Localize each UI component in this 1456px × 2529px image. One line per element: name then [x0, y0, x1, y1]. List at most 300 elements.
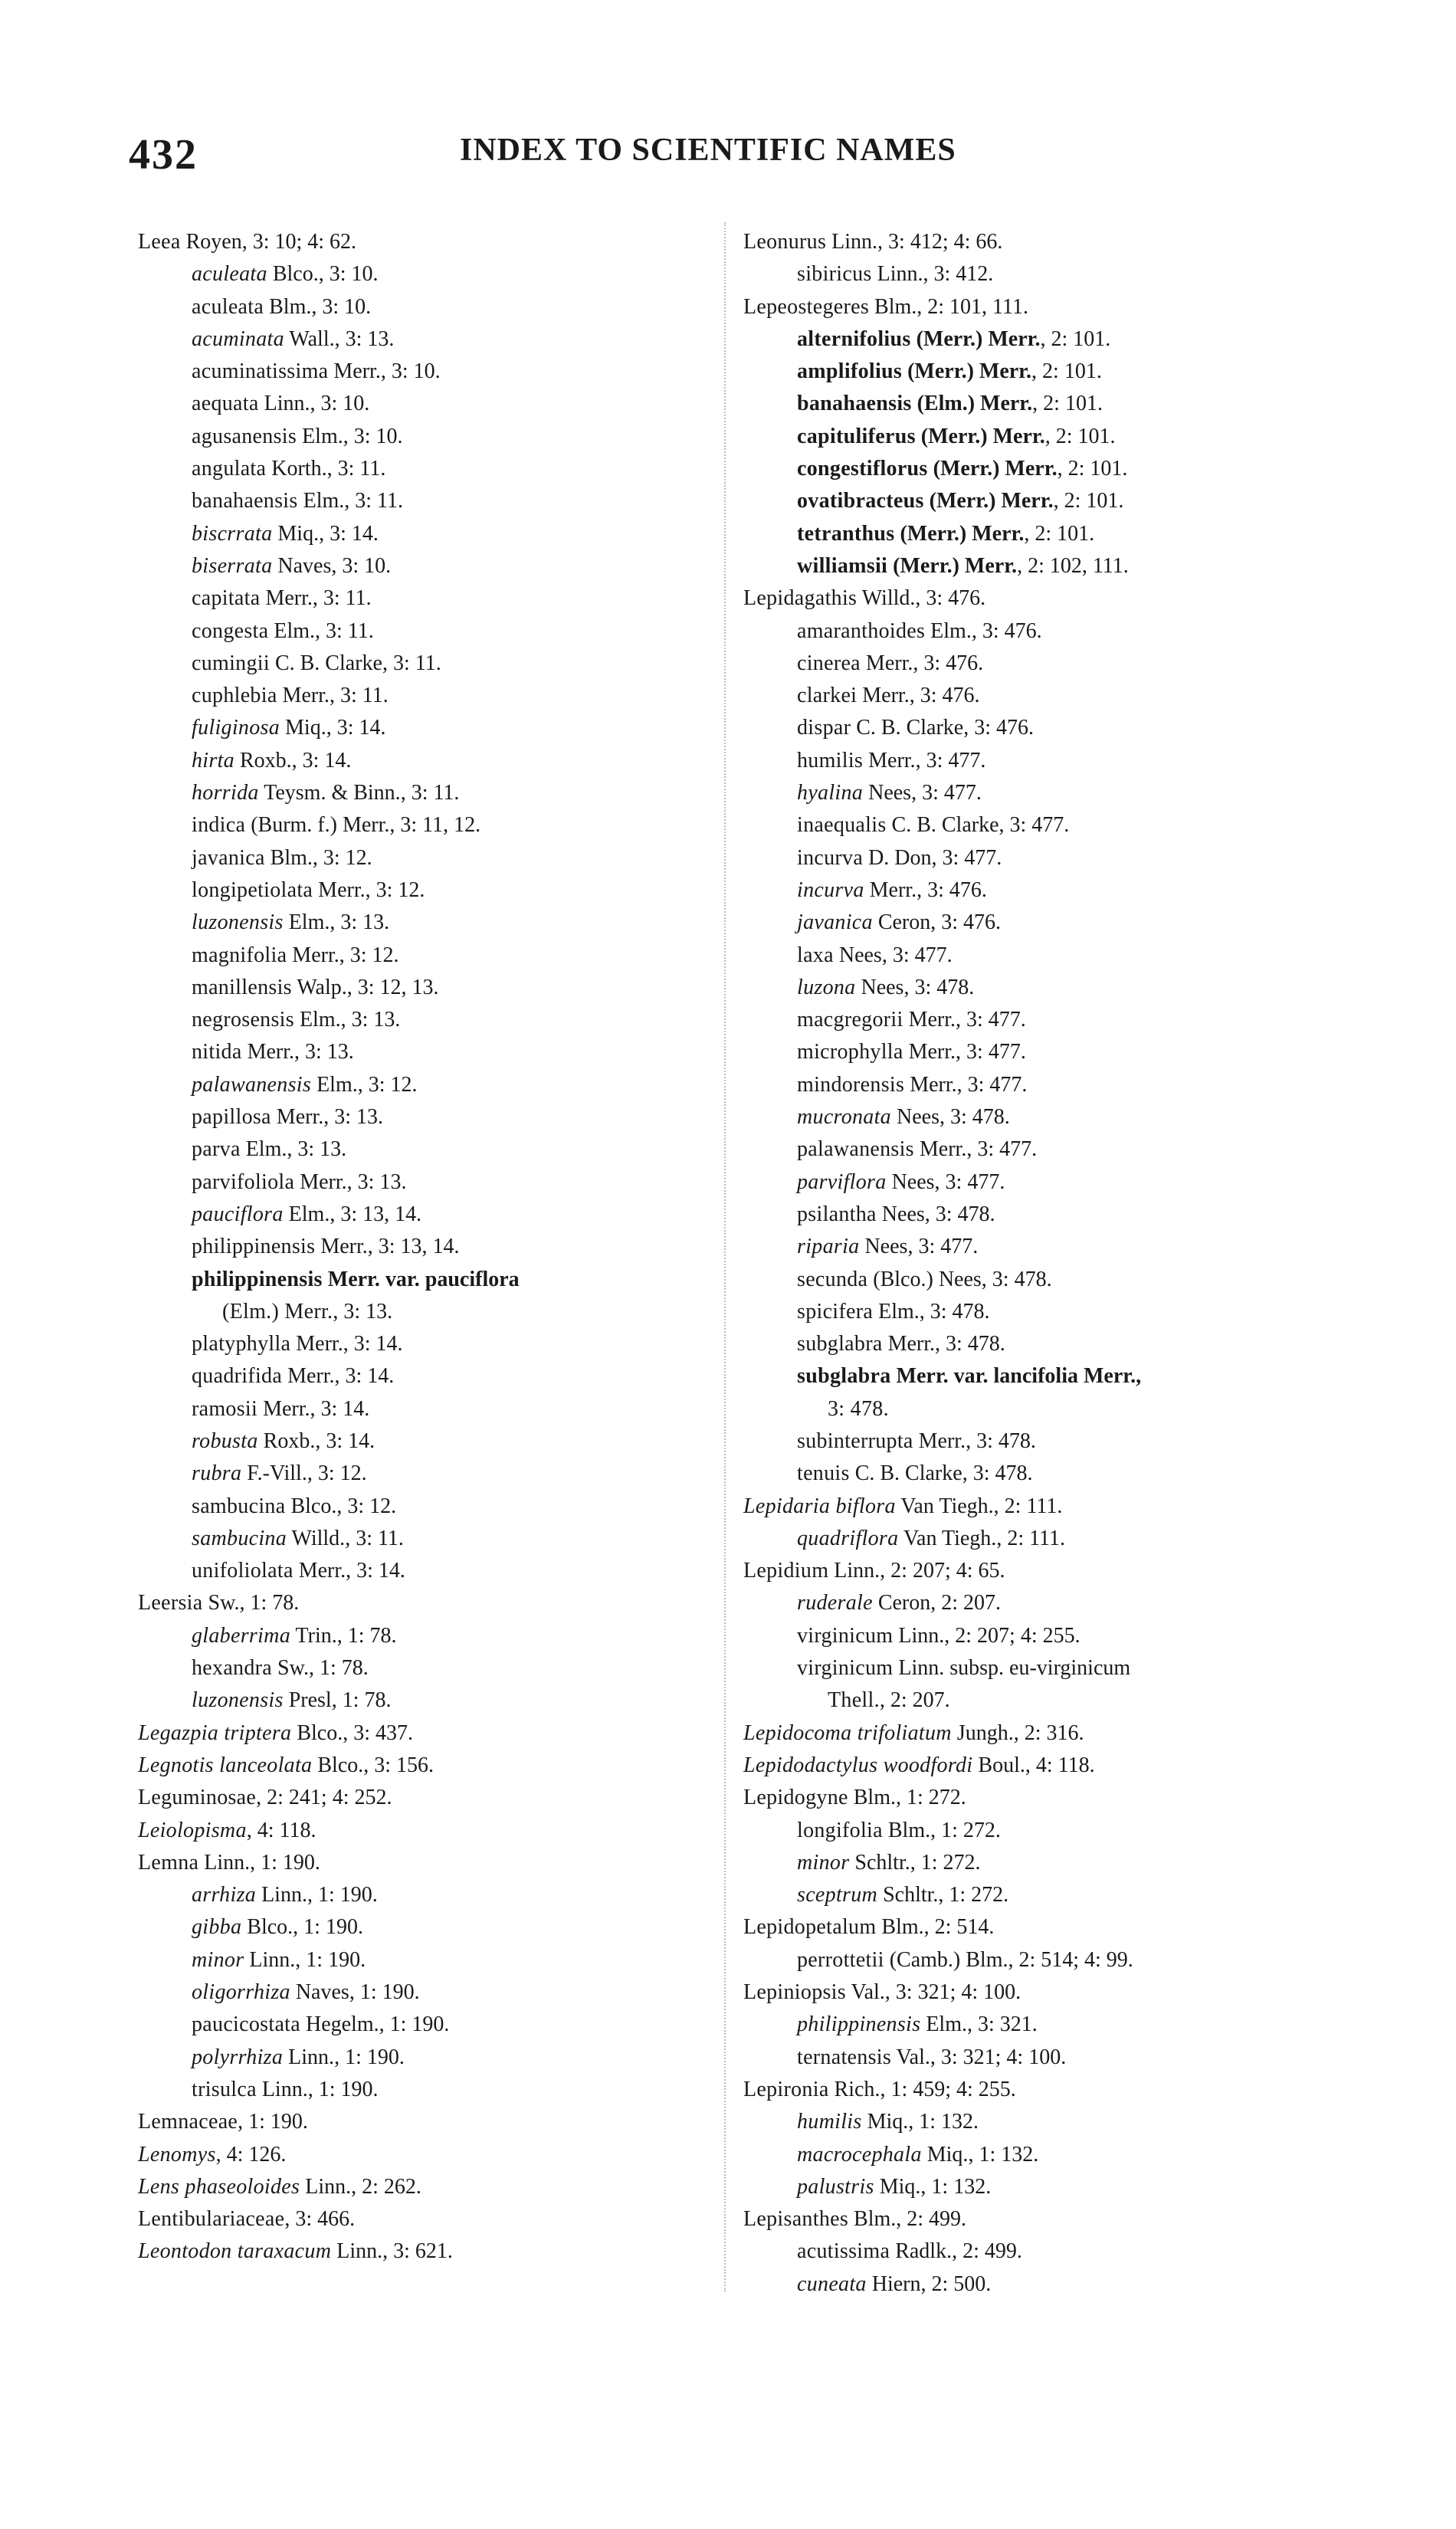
index-entry [138, 226, 736, 258]
index-entry [138, 2074, 736, 2106]
entry-author: Miq. [285, 716, 326, 740]
entry-reference: , 1: 190. [334, 2045, 405, 2069]
entry-author: Merr. [333, 359, 381, 384]
entry-author: Blco. [247, 1915, 293, 1940]
entry-name: tetranthus [797, 521, 895, 546]
entry-name: parviflora [797, 1169, 887, 1194]
entry-reference: , 3: 11. [382, 651, 441, 675]
entry-author: C. B. Clarke [891, 813, 999, 838]
index-entry [743, 2009, 1341, 2041]
index-entry [743, 1911, 1341, 1943]
entry-author: F.-Vill. [247, 1461, 307, 1486]
entry-author: Walp. [297, 975, 347, 999]
entry-author: Linn. [261, 2077, 308, 2101]
index-entry [743, 1717, 1341, 1750]
entry-reference: , 3: 477. [999, 813, 1070, 837]
entry-name: Lenomys [138, 2142, 216, 2167]
index-entry [138, 874, 736, 907]
entry-name: longifolia [797, 1818, 883, 1842]
entry-reference: , 3: 11. [344, 489, 403, 513]
entry-author: Hiern [871, 2272, 921, 2296]
entry-author: Merr. [908, 1040, 956, 1064]
entry-author: Linn. [877, 262, 923, 287]
entry-reference: , 3: 13, 14. [368, 1235, 460, 1258]
entry-reference: , 3: 10. [381, 359, 441, 383]
entry-name: sibiricus [797, 262, 872, 287]
entry-name: cuneata [797, 2272, 867, 2296]
index-entry [138, 1425, 736, 1458]
index-entry [743, 777, 1341, 809]
entry-author: Willd. [291, 1526, 346, 1550]
entry-name: macrocephala [797, 2142, 922, 2167]
entry-author: C. B. Clarke [274, 651, 382, 675]
index-entry [743, 1328, 1341, 1360]
entry-name: ovatibracteus [797, 489, 924, 513]
index-entry [138, 2042, 736, 2074]
entry-author: Merr. [910, 1072, 957, 1097]
entry-reference: , 3: 14. [346, 1559, 405, 1583]
entry-name: magnifolia [192, 943, 287, 967]
entry-reference: , 3: 478. [962, 1461, 1033, 1485]
entry-name: (Elm.) Merr. [222, 1299, 333, 1324]
entry-name: Lepiniopsis [743, 1980, 846, 2005]
index-entry [743, 1847, 1341, 1879]
entry-author: Blco. [297, 1720, 343, 1745]
entry-author: Merr. [868, 748, 916, 772]
index-entry [743, 485, 1341, 517]
entry-reference: , 3: 13. [294, 1040, 354, 1064]
index-entry [138, 1199, 736, 1231]
entry-reference: , 3: 321; 4: 100. [885, 1980, 1021, 2004]
entry-author: Elm. [299, 1008, 341, 1032]
entry-reference: , 3: 14. [335, 1364, 395, 1388]
index-entry [743, 1036, 1341, 1068]
entry-author: Elm. [930, 618, 972, 643]
entry-name: secunda [797, 1267, 868, 1291]
entry-reference: , 3: 11. [313, 586, 372, 610]
entry-reference: , 2: 101. [1058, 457, 1128, 481]
entry-name: Lepisanthes [743, 2207, 849, 2232]
entry-author: Ceron [877, 1591, 931, 1615]
index-entry [743, 582, 1341, 615]
index-entry [743, 1555, 1341, 1587]
entry-reference: , 3: 10; 4: 62. [242, 230, 356, 254]
entry-name: aculeata [192, 294, 264, 319]
index-entry [743, 453, 1341, 485]
entry-reference: , 3: 14. [310, 1397, 370, 1421]
entry-author: (Merr.) Merr. [907, 359, 1032, 384]
entry-reference: , 3: 12. [339, 943, 399, 967]
entry-author: Elm. [288, 910, 330, 935]
entry-name: javanica [192, 845, 265, 870]
entry-author: Merr. [282, 684, 330, 708]
index-entry [743, 1879, 1341, 1911]
entry-author: Merr. [887, 1332, 935, 1356]
entry-author: Roxb. [263, 1429, 316, 1453]
index-entry [138, 2139, 736, 2171]
entry-reference: , 3: 13. [330, 910, 389, 934]
index-entry [743, 745, 1341, 777]
entry-name: pauciflora [192, 1202, 284, 1226]
entry-name: capitata [192, 586, 261, 611]
entry-author: Korth. [271, 457, 327, 481]
entry-reference: , 3: 476. [963, 716, 1034, 740]
entry-name: paucicostata [192, 2012, 300, 2037]
entry-name: Leonurus [743, 230, 827, 254]
entry-reference: , 2: 262. [351, 2175, 421, 2199]
index-entry [138, 1717, 736, 1750]
index-entry [743, 356, 1341, 388]
index-entry [743, 1815, 1341, 1847]
entry-author: Merr. [265, 586, 313, 611]
entry-author: Blco. [272, 262, 319, 287]
entry-name: subglabra [797, 1364, 891, 1389]
entry-name: williamsii [797, 553, 888, 578]
entry-author: Ceron [877, 910, 931, 935]
entry-name: Thell. [828, 1688, 880, 1713]
entry-name: amplifolius [797, 359, 903, 384]
entry-reference: , 3: 11, 12. [389, 813, 480, 837]
entry-reference: , 3: 477. [882, 943, 953, 967]
index-entry [138, 2106, 736, 2138]
entry-name: cumingii [192, 651, 270, 675]
entry-reference: , 1: 190. [293, 1915, 363, 1939]
entry-name: incurva [797, 877, 864, 902]
entry-name: philippinensis [192, 1235, 316, 1259]
entry-name: biserrata [192, 553, 273, 578]
entry-author: Linn. [261, 1883, 307, 1907]
entry-author: Nees [861, 975, 904, 999]
index-entry [138, 323, 736, 356]
entry-name: hirta [192, 748, 234, 772]
entry-reference: , 3: 477. [911, 781, 982, 805]
index-entry [743, 1004, 1341, 1036]
entry-reference: , 3: 14. [326, 716, 386, 740]
entry-reference: , 3: 476. [930, 910, 1001, 934]
index-entry [743, 1620, 1341, 1652]
entry-name: manillensis [192, 975, 292, 999]
entry-reference: , 3: 11. [401, 781, 460, 805]
entry-author: C. B. Clarke [854, 1461, 962, 1486]
entry-author: Van Tiegh. [900, 1494, 994, 1518]
entry-name: hexandra [192, 1656, 273, 1681]
entry-reference: , 1: 132. [920, 2175, 991, 2199]
index-entry [138, 1555, 736, 1587]
index-entry [138, 1652, 736, 1684]
entry-author: Blm. [874, 294, 917, 319]
entry-reference: , 3: 12. [366, 878, 425, 902]
index-entry [743, 323, 1341, 356]
entry-name: ramosii [192, 1396, 258, 1421]
entry-author: (Merr.) Merr. [933, 457, 1058, 481]
entry-reference: , 1: 190. [379, 2012, 450, 2036]
entry-author: (Merr.) Merr. [893, 553, 1018, 578]
entry-name: 3: 478. [828, 1396, 889, 1421]
entry-author: Merr. [247, 1040, 295, 1064]
entry-reference: , 3: 12. [336, 1494, 396, 1518]
entry-name: psilantha [797, 1202, 877, 1226]
index-entry [743, 1684, 1341, 1717]
entry-reference: , 1: 78. [332, 1688, 392, 1712]
entry-reference: , 1: 272. [896, 1786, 966, 1809]
entry-name: Legnotis lanceolata [138, 1753, 313, 1777]
entry-name: hyalina [797, 781, 864, 805]
entry-reference: , 1: 190. [308, 2078, 379, 2101]
entry-name: virginicum [797, 1656, 894, 1681]
index-entry [138, 1587, 736, 1619]
entry-author: Linn. [831, 230, 878, 254]
index-column-left [138, 226, 736, 2268]
index-entry [743, 2074, 1341, 2106]
entry-name: gibba [192, 1915, 242, 1940]
entry-name: trisulca [192, 2077, 257, 2101]
index-entry [138, 940, 736, 972]
entry-name: Leersia [138, 1591, 203, 1615]
index-entry [743, 809, 1341, 841]
entry-name: rubra [192, 1461, 242, 1486]
index-entry [138, 1133, 736, 1166]
entry-reference: , 3: 13. [287, 1137, 346, 1161]
index-entry [743, 1133, 1341, 1166]
entry-reference: , 2: 101. [1041, 327, 1111, 351]
page-number: 432 [129, 131, 198, 179]
entry-author: Merr. var. lancifolia Merr., [896, 1364, 1142, 1389]
entry-reference: , 3: 13. [341, 1008, 401, 1032]
entry-name: laxa [797, 943, 834, 967]
index-entry [743, 1166, 1341, 1199]
entry-name: biscrrata [192, 521, 273, 546]
entry-author: Blm. [270, 845, 313, 870]
entry-author: Val. [851, 1980, 885, 2005]
index-entry [743, 1523, 1341, 1555]
entry-name: minor [192, 1947, 244, 1972]
entry-name: angulata [192, 457, 267, 481]
entry-name: glaberrima [192, 1623, 290, 1648]
entry-author: Merr. [298, 1559, 346, 1583]
entry-name: inaequalis [797, 813, 887, 838]
entry-name: subinterrupta [797, 1429, 913, 1453]
entry-author: (Merr.) Merr. [920, 424, 1045, 448]
index-entry [138, 258, 736, 290]
entry-name: Lepeostegeres [743, 294, 870, 319]
entry-author: (Blco.) Nees [873, 1267, 982, 1291]
entry-reference: , 2: 241; 4: 252. [256, 1786, 392, 1809]
entry-reference: , 1: 190. [250, 1851, 320, 1875]
entry-reference: , 2: 101. [1024, 522, 1094, 546]
entry-name: quadrifida [192, 1364, 283, 1389]
entry-reference: , 1: 459; 4: 255. [880, 2078, 1015, 2101]
entry-name: longipetiolata [192, 877, 313, 902]
entry-name: sambucina [192, 1526, 287, 1550]
entry-name: cuphlebia [192, 684, 277, 708]
index-entry [743, 842, 1341, 874]
index-entry [138, 842, 736, 874]
entry-reference: , 3: 477. [957, 1073, 1028, 1097]
index-entry [138, 1458, 736, 1490]
entry-author: (Elm.) Merr. [917, 392, 1033, 416]
entry-author: Sw. [277, 1656, 309, 1681]
entry-name: macgregorii [797, 1008, 903, 1032]
index-entry [138, 1231, 736, 1263]
entry-name: Lepidodactylus woodfordi [743, 1753, 973, 1777]
index-entry [743, 1587, 1341, 1619]
index-entry [138, 1491, 736, 1523]
index-entry [743, 615, 1341, 648]
index-entry [138, 485, 736, 517]
entry-author: Linn. [898, 1623, 945, 1648]
index-entry [138, 1036, 736, 1068]
entry-reference: , 1: 190. [295, 1948, 366, 1972]
entry-name: microphylla [797, 1040, 903, 1064]
entry-reference: , 3: 12. [307, 1461, 367, 1485]
index-entry [743, 2106, 1341, 2138]
entry-author: Elm. [245, 1137, 287, 1162]
entry-author: Naves [277, 553, 332, 578]
index-entry [743, 1458, 1341, 1490]
entry-name: philippinensis [797, 2012, 921, 2037]
entry-name: tenuis [797, 1461, 850, 1486]
entry-author: Blco. [317, 1753, 364, 1777]
entry-author: Blm. [269, 294, 312, 319]
entry-author: Willd. [861, 586, 916, 611]
entry-author: Merr. [263, 1396, 310, 1421]
index-entry [743, 1976, 1341, 2009]
entry-reference: , 3: 11. [315, 619, 374, 643]
index-entry [743, 1652, 1341, 1684]
index-entry [138, 2009, 736, 2041]
index-entry [138, 1101, 736, 1133]
index-entry [138, 2203, 736, 2235]
entry-reference: , 3: 477. [956, 1008, 1026, 1032]
entry-author: Roxb. [239, 748, 292, 772]
entry-author: Nees [881, 1202, 925, 1226]
index-entry [743, 2235, 1341, 2268]
entry-name: javanica [797, 910, 873, 935]
entry-reference: , 1: 190. [238, 2110, 308, 2134]
entry-reference: , 3: 14. [292, 749, 352, 772]
entry-name: minor [797, 1850, 850, 1875]
entry-name: sambucina [192, 1494, 286, 1518]
entry-author: C. B. Clarke [856, 716, 964, 740]
entry-reference: , 2: 102, 111. [1017, 554, 1129, 578]
entry-reference: , 3: 13. [333, 1300, 392, 1324]
entry-name: Lens phaseoloides [138, 2174, 300, 2199]
index-entry [138, 680, 736, 712]
index-entry [138, 1069, 736, 1101]
index-entry [743, 1425, 1341, 1458]
entry-author: Blco. [290, 1494, 337, 1518]
index-entry [138, 907, 736, 939]
page-title: INDEX TO SCIENTIFIC NAMES [460, 133, 956, 168]
entry-name: luzona [797, 975, 856, 999]
entry-reference: , 3: 476. [917, 878, 987, 902]
entry-reference: , 2: 101. [1054, 489, 1124, 513]
entry-author: Merr. [919, 1137, 967, 1162]
entry-name: congesta [192, 618, 269, 643]
entry-reference: , 2: 101. [1032, 392, 1103, 415]
entry-name: incurva [797, 845, 864, 870]
entry-name: palawanensis [192, 1072, 312, 1097]
index-entry [743, 518, 1341, 550]
entry-author: Elm. [878, 1299, 920, 1324]
index-entry [138, 1620, 736, 1652]
index-entry [138, 1264, 736, 1296]
entry-reference: , 3: 477. [907, 1235, 978, 1258]
index-entry [138, 1166, 736, 1199]
index-entry [138, 972, 736, 1004]
entry-name: mindorensis [797, 1072, 905, 1097]
entry-reference: , 1: 132. [968, 2143, 1038, 2167]
entry-reference: , 3: 13. [347, 1170, 407, 1194]
entry-reference: , 3: 321; 4: 100. [930, 2045, 1066, 2069]
entry-author: Miq. [926, 2142, 969, 2167]
entry-author: Blm. [854, 2207, 897, 2232]
entry-reference: , 3: 412; 4: 66. [877, 230, 1002, 254]
entry-name: philippinensis [192, 1267, 323, 1291]
entry-author: Merr. [918, 1429, 966, 1453]
entry-author: Schltr. [854, 1850, 910, 1875]
index-entry [138, 518, 736, 550]
index-entry [138, 1684, 736, 1717]
entry-reference: , 3: 10. [319, 262, 379, 286]
entry-name: acutissima [797, 2239, 890, 2264]
index-entry [743, 1360, 1341, 1392]
entry-reference: , 3: 11. [345, 1527, 404, 1550]
entry-author: Nees [891, 1169, 935, 1194]
index-entry [743, 291, 1341, 323]
entry-author: Linn. subsp. eu-virginicum [898, 1656, 1131, 1681]
entry-author: Radlk. [895, 2239, 953, 2264]
index-entry [138, 1815, 736, 1847]
entry-name: parva [192, 1137, 241, 1162]
entry-author: Merr. var. pauciflora [327, 1267, 520, 1291]
entry-reference: , 3: 478. [903, 976, 974, 999]
entry-reference: , 3: 156. [363, 1753, 434, 1777]
entry-reference: , 3: 437. [343, 1721, 413, 1745]
entry-author: Miq. [867, 2110, 909, 2134]
entry-reference: , 3: 476. [913, 651, 983, 675]
entry-reference: , 2: 207; 4: 255. [944, 1624, 1080, 1648]
index-entry [743, 680, 1341, 712]
entry-name: aequata [192, 392, 259, 416]
entry-name: oligorrhiza [192, 1980, 290, 2005]
entry-name: banahaensis [797, 392, 912, 416]
entry-author: Linn. [288, 2045, 335, 2069]
index-entry [138, 1879, 736, 1911]
entry-reference: , 2: 101, 111. [917, 295, 1028, 319]
entry-reference: , 2: 499. [896, 2207, 966, 2231]
entry-author: Blm. [887, 1818, 931, 1842]
index-entry [138, 2235, 736, 2268]
entry-name: parvifoliola [192, 1169, 295, 1194]
entry-reference: , 3: 478. [920, 1300, 990, 1324]
entry-name: humilis [797, 748, 864, 772]
entry-reference: , 2: 499. [952, 2239, 1022, 2263]
entry-author: Linn. [305, 2174, 352, 2199]
entry-reference: , 3: 412. [923, 262, 993, 286]
entry-author: Linn. [204, 1850, 251, 1875]
entry-author: Trin. [295, 1623, 337, 1648]
entry-name: robusta [192, 1429, 258, 1453]
index-entry [743, 1750, 1341, 1782]
entry-reference: , 3: 10. [310, 392, 369, 415]
index-entry [138, 421, 736, 453]
entry-reference: , 1: 272. [938, 1883, 1008, 1907]
entry-name: fuliginosa [192, 716, 280, 740]
entry-reference: , 2: 101. [1045, 425, 1116, 448]
entry-name: ruderale [797, 1591, 873, 1615]
entry-name: palustris [797, 2174, 874, 2199]
